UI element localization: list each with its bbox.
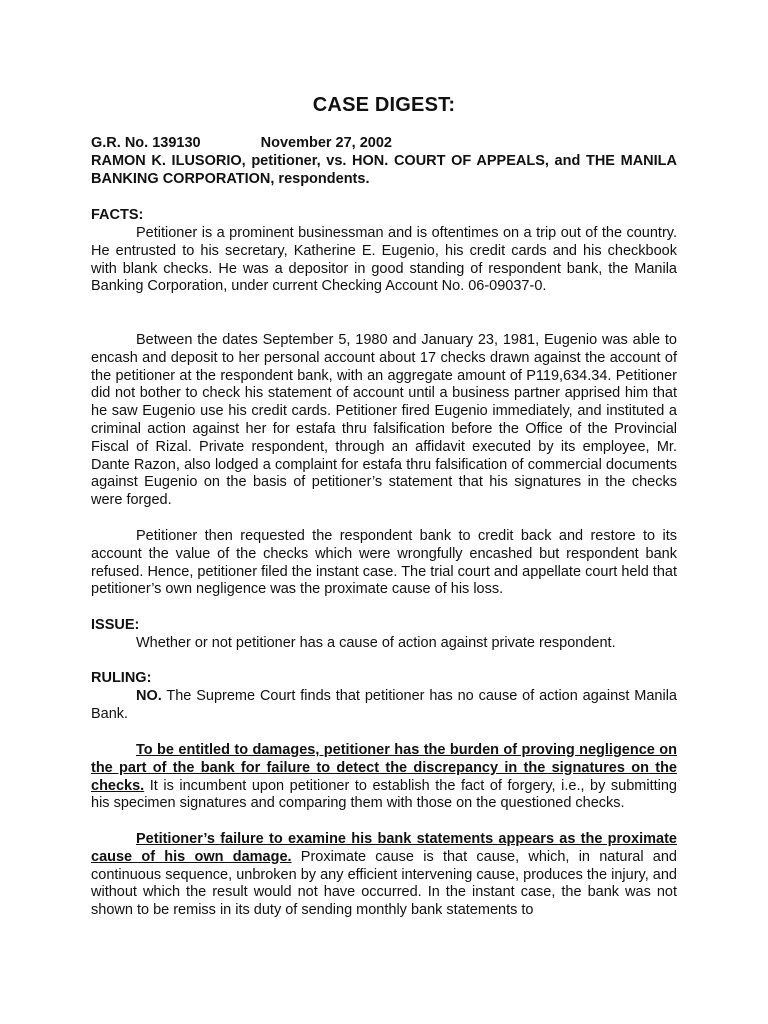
ruling-proximate-emphasis: Petitioner’s failure to examine his bank statements appears as the proximate cause of his own damage.	[91, 831, 677, 865]
case-date: November 27, 2002	[260, 135, 392, 151]
issue-text: Whether or not petitioner has a cause of action against private respondent.	[136, 635, 616, 651]
ruling-heading: RULING:	[91, 670, 152, 686]
document-title: CASE DIGEST:	[312, 94, 456, 116]
ruling-answer: NO.	[136, 688, 162, 704]
ruling-paragraph-3	[91, 831, 677, 920]
ruling-burden-text: It is incumbent upon petitioner to establish the fact of forgery, i.e., by submitting his specimen signatures and comparing them with those on the questioned checks.	[91, 777, 677, 812]
case-parties: RAMON K. ILUSORIO, petitioner, vs. HON. COURT OF APPEALS, and THE MANILA BANKING CORPORATION, respondents.	[91, 152, 677, 187]
case-id-line	[91, 135, 677, 153]
facts-paragraph-1: Petitioner is a prominent businessman and is oftentimes on a trip out of the country. He entrusted to his secretary, Katherine E. Eugenio, his credit cards and his checkbook with blank checks. He was a depositor in good standing of respondent bank, the Manila Banking Corporation, under current Checking Account No. 06-09037-0.	[91, 225, 677, 295]
case-number: G.R. No. 139130	[91, 135, 201, 151]
issue-heading: ISSUE:	[91, 617, 140, 633]
facts-paragraph-3: Petitioner then requested the respondent bank to credit back and restore to its account the value of the checks which were wrongfully encashed but respondent bank refused. Hence, petitioner filed the instant case. The trial court and appellate court held that petitioner’s own negligence was the proximate cause of his loss.	[91, 528, 677, 598]
facts-heading: FACTS:	[91, 207, 144, 223]
ruling-answer-text: The Supreme Court finds that petitioner has no cause of action against Manila Bank.	[91, 688, 677, 722]
ruling-burden-emphasis: To be entitled to damages, petitioner has the burden of proving negligence on the part of the bank for failure to detect the discrepancy in the signatures on the checks.	[91, 742, 677, 794]
ruling-paragraph-2	[91, 742, 677, 813]
facts-paragraph-2: Between the dates September 5, 1980 and January 23, 1981, Eugenio was able to encash and deposit to her personal account about 17 checks drawn against the account of the petitioner at the respondent bank, with an aggregate amount of P119,634.34. Petitioner did not bother to check his statement of account until a business partner apprised him that he saw Eugenio use his credit cards. Petitioner fired Eugenio immediately, and instituted a criminal action against her for estafa thru falsification before the Office of the Provincial Fiscal of Rizal. Private respondent, through an affidavit executed by its employee, Mr. Dante Razon, also lodged a complaint for estafa thru falsification of commercial documents against Eugenio on the basis of petitioner’s statement that his signatures in the checks were forged.	[91, 332, 677, 509]
ruling-proximate-text: Proximate cause is that cause, which, in natural and continuous sequence, unbroken by any efficient intervening cause, produces the injury, and without which the result would not have occurred. In the instant case, the bank was not shown to be remiss in its duty of sending monthly bank statements to	[91, 848, 677, 919]
ruling-paragraph-1	[91, 688, 677, 724]
case-header	[91, 135, 677, 188]
